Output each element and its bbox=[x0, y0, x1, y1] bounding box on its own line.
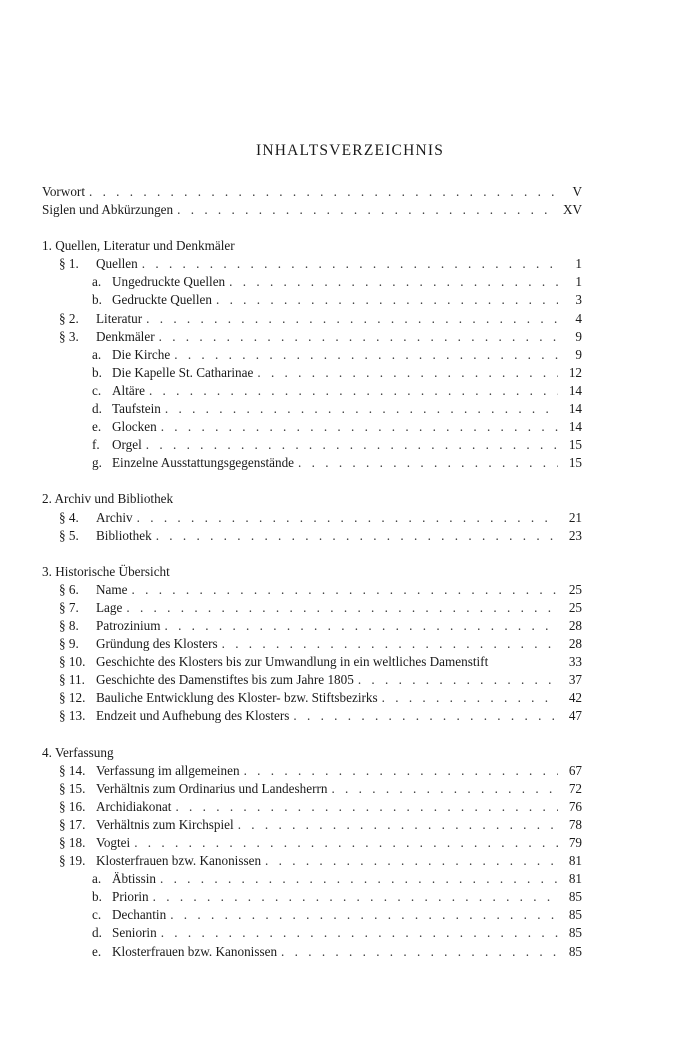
toc-entry-number: c. bbox=[92, 907, 102, 923]
toc-entry-number: e. bbox=[92, 419, 102, 435]
toc-entry-label: Archidiakonat bbox=[96, 798, 172, 814]
toc-subentry bbox=[42, 906, 582, 924]
toc-entry-number: § 4. bbox=[59, 509, 79, 525]
toc-entry-label: Klosterfrauen bzw. Kanonissen bbox=[112, 943, 278, 959]
toc-subentry bbox=[42, 888, 582, 906]
toc-page-number: 85 bbox=[568, 889, 582, 905]
toc-page-number: 14 bbox=[568, 382, 582, 398]
toc-page-number: 72 bbox=[568, 780, 582, 796]
toc-entry-label: 1. Quellen, Literatur und Denkmäler bbox=[42, 238, 235, 254]
toc-dot-leader bbox=[142, 255, 558, 273]
toc-page-number: V bbox=[572, 184, 582, 199]
toc-paragraph-entry bbox=[42, 689, 582, 707]
toc-page-number: 12 bbox=[568, 364, 582, 380]
toc-entry-number: c. bbox=[92, 382, 102, 398]
toc-page-number: 15 bbox=[568, 455, 582, 471]
toc-entry-number: f. bbox=[92, 437, 100, 453]
toc-dot-leader bbox=[229, 273, 558, 291]
toc-entry-label: Seniorin bbox=[112, 925, 157, 941]
toc-entry-number: § 6. bbox=[59, 581, 79, 597]
toc-dot-leader bbox=[281, 943, 558, 961]
toc-dot-leader bbox=[358, 671, 558, 689]
toc-subentry bbox=[42, 418, 582, 436]
toc-entry-label: Orgel bbox=[112, 437, 142, 453]
toc-subentry bbox=[42, 382, 582, 400]
toc-entry-number: § 3. bbox=[59, 328, 79, 344]
toc-entry-label: Bauliche Entwicklung des Kloster- bzw. Stiftsbezirks bbox=[96, 690, 378, 706]
toc-page-number: 81 bbox=[568, 871, 582, 887]
toc-entry-label: Einzelne Ausstattungsgegenstände bbox=[112, 455, 295, 471]
toc-dot-leader bbox=[146, 310, 558, 328]
toc-dot-leader bbox=[177, 201, 558, 219]
toc-entry-label: Dechantin bbox=[112, 907, 167, 923]
toc-paragraph-entry bbox=[42, 599, 582, 617]
toc-dot-leader bbox=[170, 906, 558, 924]
toc-dot-leader bbox=[149, 382, 558, 400]
page-title: INHALTSVERZEICHNIS bbox=[255, 142, 445, 159]
toc-paragraph-entry bbox=[42, 255, 582, 273]
toc-paragraph-entry bbox=[42, 653, 582, 671]
toc-entry-number: § 12. bbox=[59, 690, 86, 706]
toc-page-number: 4 bbox=[575, 310, 582, 326]
toc-page-number: 42 bbox=[568, 690, 582, 706]
toc-entry-label: Vogtei bbox=[96, 835, 131, 850]
toc-subentry bbox=[42, 400, 582, 418]
toc-paragraph-entry bbox=[42, 509, 582, 527]
toc-entry-number: a. bbox=[92, 346, 102, 362]
toc-entry-number: g. bbox=[92, 455, 102, 471]
toc-dot-leader bbox=[298, 454, 558, 472]
toc-page-number: 33 bbox=[568, 654, 582, 670]
toc-entry-number: b. bbox=[92, 364, 102, 380]
toc-entry-label: Archiv bbox=[96, 509, 133, 525]
toc-page-number: 28 bbox=[568, 636, 582, 652]
toc-entry-number: § 18. bbox=[59, 835, 86, 850]
toc-entry-label: Verhältnis zum Ordinarius und Landesherrn bbox=[96, 780, 328, 796]
toc-page-number: 78 bbox=[568, 816, 582, 832]
toc-entry-number: b. bbox=[92, 292, 102, 308]
toc-page-number: 15 bbox=[568, 437, 582, 453]
toc-dot-leader bbox=[153, 888, 558, 906]
toc-entry-label: Äbtissin bbox=[112, 871, 156, 887]
toc-dot-leader bbox=[161, 418, 558, 436]
toc-entry-label: Ungedruckte Quellen bbox=[112, 274, 226, 290]
toc-page-number: 23 bbox=[568, 527, 582, 543]
toc-entry-label: Bibliothek bbox=[96, 527, 152, 543]
toc-dot-leader bbox=[265, 852, 558, 870]
toc-subentry bbox=[42, 364, 582, 382]
toc-section-heading bbox=[42, 563, 582, 581]
toc-entry-label: Geschichte des Damenstiftes bis zum Jahre 1805 bbox=[96, 672, 354, 688]
toc-dot-leader bbox=[175, 798, 558, 816]
toc-entry-number: § 15. bbox=[59, 780, 86, 796]
toc-paragraph-entry bbox=[42, 816, 582, 834]
toc-subentry bbox=[42, 943, 582, 961]
toc-entry-number: § 14. bbox=[59, 762, 86, 778]
toc-dot-leader bbox=[164, 617, 558, 635]
toc-entry-number: § 1. bbox=[59, 256, 79, 272]
toc-dot-leader bbox=[159, 328, 558, 346]
toc-subentry bbox=[42, 454, 582, 472]
toc-entry-number: § 10. bbox=[59, 654, 86, 670]
toc-paragraph-entry bbox=[42, 780, 582, 798]
toc-subentry bbox=[42, 291, 582, 309]
toc-paragraph-entry bbox=[42, 852, 582, 870]
toc-paragraph-entry bbox=[42, 834, 582, 852]
toc-entry-label: Glocken bbox=[112, 419, 157, 435]
toc-dot-leader bbox=[132, 581, 559, 599]
toc-entry-label: Endzeit und Aufhebung des Klosters bbox=[96, 708, 290, 724]
toc-entry-number: d. bbox=[92, 401, 102, 417]
toc-entry-label: Priorin bbox=[112, 889, 149, 905]
toc-entry-label: Altäre bbox=[112, 382, 145, 398]
toc-paragraph-entry bbox=[42, 635, 582, 653]
toc-dot-leader bbox=[293, 707, 558, 725]
toc-entry-number: d. bbox=[92, 925, 102, 941]
toc-paragraph-entry bbox=[42, 762, 582, 780]
toc-page-number: 3 bbox=[575, 292, 582, 308]
toc-page-number: 85 bbox=[568, 943, 582, 959]
toc-subentry bbox=[42, 870, 582, 888]
toc-entry-label: Name bbox=[96, 581, 128, 597]
toc-entry-label: 2. Archiv und Bibliothek bbox=[42, 491, 174, 507]
toc-page-number: 79 bbox=[568, 835, 582, 850]
toc-entry-number: § 19. bbox=[59, 853, 86, 869]
toc-page-number: 14 bbox=[568, 419, 582, 435]
toc-paragraph-entry bbox=[42, 617, 582, 635]
toc-entry-number: e. bbox=[92, 943, 102, 959]
toc-page-number: XV bbox=[562, 202, 582, 218]
toc-entry-number: § 11. bbox=[59, 672, 85, 688]
toc-dot-leader bbox=[146, 436, 558, 454]
toc-entry-number: § 7. bbox=[59, 599, 79, 615]
toc-dot-leader bbox=[238, 816, 558, 834]
toc-section-heading bbox=[42, 744, 582, 762]
toc-dot-leader bbox=[134, 834, 558, 852]
toc-dot-leader bbox=[244, 762, 558, 780]
toc-page-number: 81 bbox=[568, 853, 582, 869]
toc-page-number: 76 bbox=[568, 798, 582, 814]
toc-entry-label: Gründung des Klosters bbox=[96, 636, 218, 652]
toc-dot-leader bbox=[160, 870, 558, 888]
toc-entry-label: Patrozinium bbox=[96, 617, 161, 633]
toc-page-number: 9 bbox=[575, 346, 582, 362]
toc-paragraph-entry bbox=[42, 798, 582, 816]
toc-entry-number: b. bbox=[92, 889, 102, 905]
toc-page-number: 1 bbox=[575, 256, 582, 272]
toc-entry-label: Vorwort bbox=[42, 184, 85, 199]
toc-entry-label: Geschichte des Klosters bis zur Umwandlung in ein weltliches Damenstift bbox=[96, 654, 489, 670]
toc-page-number: 28 bbox=[568, 617, 582, 633]
toc-entry-label: Verfassung im allgemeinen bbox=[96, 762, 240, 778]
toc-dot-leader bbox=[156, 527, 558, 545]
toc-entry-label: Taufstein bbox=[112, 401, 161, 417]
toc-entry bbox=[42, 201, 582, 219]
toc-entry-number: § 2. bbox=[59, 310, 79, 326]
toc-page-number: 14 bbox=[568, 401, 582, 417]
toc-dot-leader bbox=[257, 364, 558, 382]
toc-entry-label: 3. Historische Übersicht bbox=[42, 563, 170, 579]
toc-dot-leader bbox=[165, 400, 558, 418]
toc-page-number: 21 bbox=[568, 509, 582, 525]
toc-page-number: 1 bbox=[575, 274, 582, 290]
toc-dot-leader bbox=[89, 183, 558, 201]
toc-dot-leader bbox=[382, 689, 558, 707]
toc-entry-number: § 17. bbox=[59, 816, 86, 832]
toc-dot-leader bbox=[331, 780, 558, 798]
toc-entry-number: § 5. bbox=[59, 527, 79, 543]
toc-dot-leader bbox=[174, 346, 558, 364]
toc-entry-label: Gedruckte Quellen bbox=[112, 292, 212, 308]
toc-paragraph-entry bbox=[42, 328, 582, 346]
toc-page-number: 85 bbox=[568, 907, 582, 923]
toc-entry-number: § 16. bbox=[59, 798, 86, 814]
toc-entry-label: Die Kirche bbox=[112, 346, 171, 362]
toc-dot-leader bbox=[126, 599, 558, 617]
toc-entry-number: a. bbox=[92, 871, 102, 887]
toc-entry-label: Die Kapelle St. Catharinae bbox=[112, 364, 254, 380]
toc-subentry bbox=[42, 346, 582, 364]
toc-section-heading bbox=[42, 490, 582, 508]
toc-entry-label: Denkmäler bbox=[96, 328, 155, 344]
toc-entry-label: Verhältnis zum Kirchspiel bbox=[96, 816, 234, 832]
toc-page-number: 25 bbox=[568, 599, 582, 615]
toc-dot-leader bbox=[222, 635, 558, 653]
toc-entry-label: Lage bbox=[96, 599, 123, 615]
toc-paragraph-entry bbox=[42, 527, 582, 545]
toc-page-number: 67 bbox=[568, 762, 582, 778]
table-of-contents bbox=[42, 183, 582, 961]
toc-entry-label: Literatur bbox=[96, 310, 143, 326]
toc-subentry bbox=[42, 436, 582, 454]
toc-entry-number: § 13. bbox=[59, 708, 86, 724]
toc-entry bbox=[42, 183, 582, 201]
toc-section-heading bbox=[42, 237, 582, 255]
toc-entry-label: Siglen und Abkürzungen bbox=[42, 202, 174, 218]
toc-paragraph-entry bbox=[42, 707, 582, 725]
toc-paragraph-entry bbox=[42, 581, 582, 599]
toc-entry-label: Quellen bbox=[96, 256, 138, 272]
toc-dot-leader bbox=[161, 924, 558, 942]
toc-page-number: 37 bbox=[568, 672, 582, 688]
toc-entry-label: Klosterfrauen bzw. Kanonissen bbox=[96, 853, 262, 869]
toc-paragraph-entry bbox=[42, 671, 582, 689]
toc-page-number: 9 bbox=[575, 328, 582, 344]
toc-paragraph-entry bbox=[42, 310, 582, 328]
toc-entry-number: a. bbox=[92, 274, 102, 290]
toc-page-number: 25 bbox=[568, 581, 582, 597]
toc-dot-leader bbox=[137, 509, 558, 527]
toc-entry-number: § 8. bbox=[59, 617, 79, 633]
toc-page-number: 47 bbox=[568, 708, 582, 724]
toc-entry-number: § 9. bbox=[59, 636, 79, 652]
toc-subentry bbox=[42, 273, 582, 291]
toc-page-number: 85 bbox=[568, 925, 582, 941]
toc-entry-label: 4. Verfassung bbox=[42, 744, 114, 760]
toc-dot-leader bbox=[216, 291, 558, 309]
toc-subentry bbox=[42, 924, 582, 942]
